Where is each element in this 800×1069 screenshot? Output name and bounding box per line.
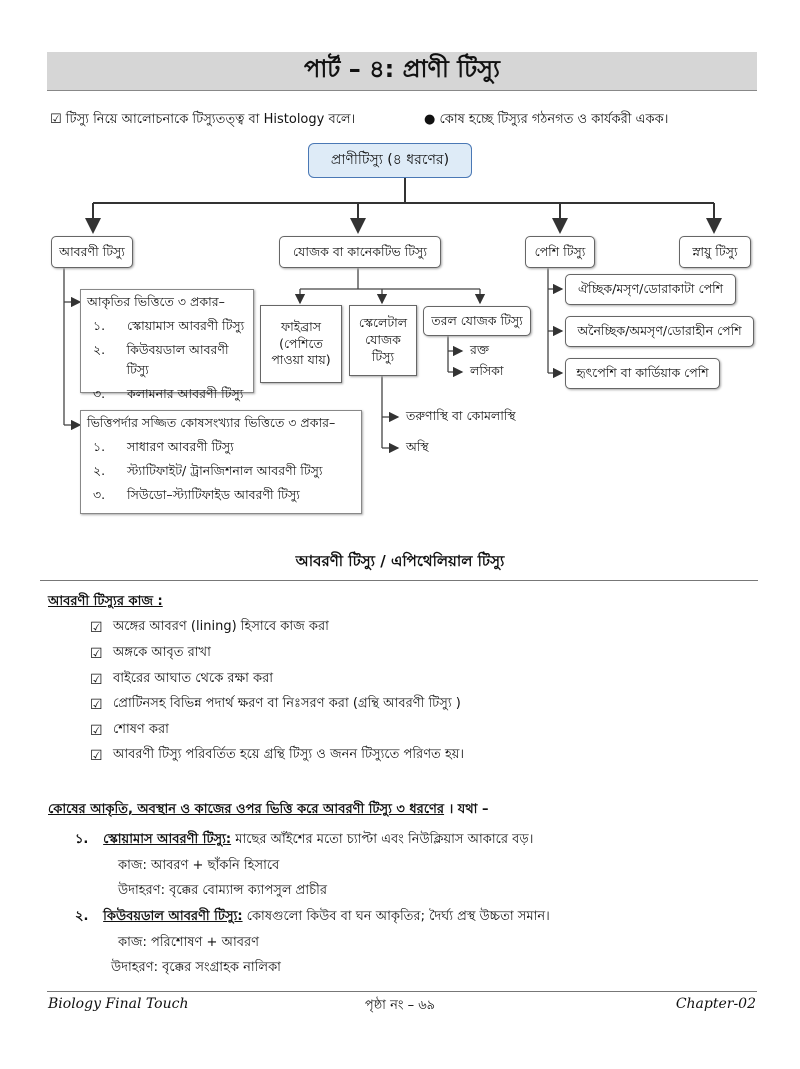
bullet-icon: ●: [424, 112, 436, 127]
muscle-item-cardiac: হৃৎপেশি বা কার্ডিয়াক পেশি: [565, 358, 720, 389]
type-item-cuboidal: ২. কিউবয়ডাল আবরণী টিস্যু: কোষগুলো কিউব বা ঘন আকৃতির; দৈর্ঘ্য প্রস্থ উচ্চতা সমান।: [75, 909, 550, 924]
work-item: ☑ প্রোটিনসহ বিভিন্ন পদার্থ ক্ষরণ বা নিঃসরণ করা (গ্রন্থি আবরণী টিস্যু ): [90, 696, 461, 713]
epithelial-layers-box: [80, 410, 362, 514]
checkbox-icon: ☑: [90, 696, 103, 713]
skeletal-label-2: যোজক: [365, 332, 401, 348]
muscle-item-involuntary: অনৈচ্ছিক/অমসৃণ/ডোরাহীন পেশি: [565, 316, 754, 347]
fluid-item-blood: রক্ত: [470, 342, 490, 357]
list-item: ২. কিউবয়ডাল আবরণী টিস্যু: [93, 342, 229, 377]
epithelial-shape-heading: আকৃতির ভিত্তিতে ৩ প্রকার–: [87, 294, 225, 309]
skeletal-item-bone: অস্থি: [406, 439, 429, 454]
work-item: ☑ আবরণী টিস্যু পরিবর্তিত হয়ে গ্রন্থি টিস্যু ও জনন টিস্যুতে পরিণত হয়।: [90, 747, 465, 764]
muscle-item-voluntary: ঐচ্ছিক/মসৃণ/ডোরাকাটা পেশি: [565, 274, 736, 305]
branch-connective: যোজক বা কানেকটিভ টিস্যু: [279, 236, 441, 268]
list-item: ৩. সিউডো–স্ট্যাটিফাইড আবরণী টিস্যু: [93, 487, 300, 502]
connective-skeletal-box: [349, 305, 417, 376]
section-title: আবরণী টিস্যু / এপিথেলিয়াল টিস্যু: [295, 552, 505, 570]
types-heading-suffix: । যথা –: [444, 802, 489, 817]
diagram-root: প্রাণীটিস্যু (৪ ধরণের): [308, 143, 472, 178]
list-item: ১. সাধারণ আবরণী টিস্যু: [93, 439, 234, 454]
section-divider: [40, 580, 758, 581]
type-cuboidal-example: উদাহরণ: বৃক্কের সংগ্রাহক নালিকা: [111, 960, 281, 975]
connective-fibrous-box: [260, 305, 342, 383]
page-title: পার্ট – ৪: প্রাণী টিস্যু: [47, 52, 757, 91]
list-item: ১. স্কোয়ামাস আবরণী টিস্যু: [93, 318, 245, 333]
work-item: ☑ অঙ্গকে আবৃত রাখা: [90, 645, 211, 662]
branch-epithelial: আবরণী টিস্যু: [51, 236, 133, 268]
page-number: পৃষ্ঠা নং – ৬৯: [364, 998, 436, 1013]
skeletal-item-cartilage: তরুণাস্থি বা কোমলাস্থি: [406, 408, 516, 423]
checkbox-icon: ☑: [90, 671, 103, 688]
branch-nervous: স্নায়ু টিস্যু: [679, 236, 751, 268]
type-squamous-example: উদাহরণ: বৃক্কের বোম্যান্স ক্যাপসুল প্রাচীর: [118, 883, 328, 898]
work-item: ☑ শোষণ করা: [90, 722, 169, 739]
checkbox-icon: ☑: [90, 645, 103, 662]
work-item: ☑ অঙ্গের আবরণ (lining) হিসাবে কাজ করা: [90, 619, 329, 636]
skeletal-label-3: টিস্যু: [371, 348, 395, 364]
type-cuboidal-work: কাজ: পরিশোষণ + আবরণ: [118, 935, 259, 950]
list-item: ৩. কলামনার আবরণী টিস্যু: [93, 386, 244, 401]
types-heading: [48, 800, 488, 821]
checkbox-icon: ☑: [50, 112, 62, 127]
type-squamous-work: কাজ: আবরণ + ছাঁকনি হিসাবে: [118, 858, 280, 873]
footer-chapter: Chapter-02: [675, 996, 756, 1012]
epithelial-shape-box: [80, 289, 254, 401]
types-heading-text: কোষের আকৃতি, অবস্থান ও কাজের ওপর ভিত্তি করে আবরণী টিস্যু ৩ ধরণের: [48, 802, 445, 817]
epithelial-layers-heading: ভিত্তিপর্দার সজ্জিত কোষসংখ্যার ভিত্তিতে ৩ প্রকার–: [87, 415, 336, 430]
list-item: ২. স্ট্যাটিফাইট/ ট্রানজিশনাল আবরণী টিস্যু: [93, 463, 323, 478]
connective-fluid-box: তরল যোজক টিস্যু: [423, 306, 531, 336]
fibrous-note-2: পাওয়া যায়): [271, 352, 331, 368]
skeletal-label: স্কেলেটাল: [358, 315, 408, 331]
fibrous-label: ফাইব্রাস: [280, 318, 322, 334]
work-item: ☑ বাইরের আঘাত থেকে রক্ষা করা: [90, 671, 274, 688]
type-item-squamous: ১. স্কোয়ামাস আবরণী টিস্যু: মাছের আঁইশের মতো চ্যাপ্টা এবং নিউক্লিয়াস আকারে বড়।: [75, 832, 534, 847]
checkbox-icon: ☑: [90, 722, 103, 739]
checkbox-icon: ☑: [90, 619, 103, 636]
checkbox-icon: ☑: [90, 747, 103, 764]
work-heading: আবরণী টিস্যুর কাজ :: [48, 594, 163, 609]
intro-right-text: কোষ হচ্ছে টিস্যুর গঠনগত ও কার্যকরী একক।: [439, 112, 669, 127]
fluid-item-lymph: লসিকা: [470, 363, 504, 378]
footer-book: Biology Final Touch: [48, 996, 189, 1012]
intro-left-text: টিস্যু নিয়ে আলোচনাকে টিস্যুতত্ত্ব বা Histology বলে।: [65, 112, 356, 127]
branch-muscle: পেশি টিস্যু: [525, 236, 595, 268]
fibrous-note: (পেশিতে: [279, 335, 323, 351]
footer-divider: [47, 991, 757, 992]
